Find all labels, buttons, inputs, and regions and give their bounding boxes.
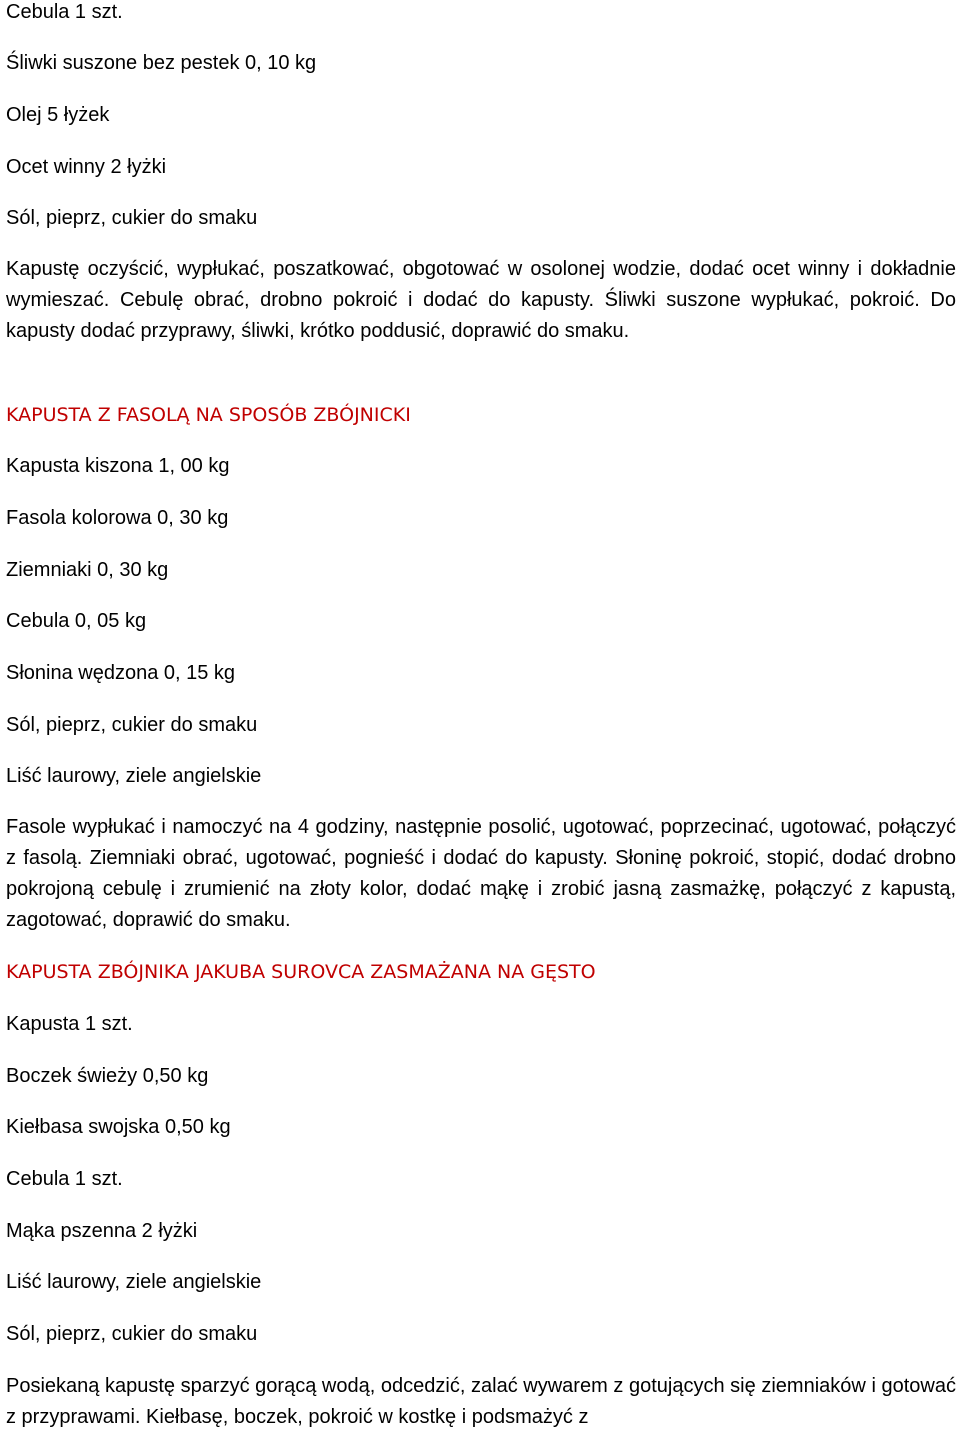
ingredient-line: Słonina wędzona 0, 15 kg [6, 662, 236, 684]
ingredient-line: Cebula 1 szt. [6, 1168, 123, 1190]
recipe-title: KAPUSTA Z FASOLĄ NA SPOSÓB ZBÓJNICKI [6, 404, 411, 426]
method-paragraph: Fasole wypłukać i namoczyć na 4 godziny, następnie posolić, ugotować, poprzecinać, ugotować, połączyć z fasolą. Ziemniaki obrać, ugotować, pognieść i dodać do kapusty. Słoninę pokroić, stopić, dodać drobno pokrojoną cebulę i zrumienić na złoty kolor, dodać mąkę i zrobić jasną zasmażkę, połączyć z kapustą, zagotować, doprawić do smaku. [6, 816, 956, 931]
ingredient-line: Liść laurowy, ziele angielskie [6, 1271, 262, 1293]
ingredient-line: Kiełbasa swojska 0,50 kg [6, 1116, 231, 1138]
ingredient-line: Ziemniaki 0, 30 kg [6, 559, 169, 581]
ingredient-line: Fasola kolorowa 0, 30 kg [6, 507, 229, 529]
method-paragraph: Posiekaną kapustę sparzyć gorącą wodą, odcedzić, zalać wywarem z gotujących się ziemniaków i gotować z przyprawami. Kiełbasę, boczek, pokroić w kostkę i podsmażyć z [6, 1375, 956, 1428]
ingredient-line: Boczek świeży 0,50 kg [6, 1065, 209, 1087]
ingredient-line: Ocet winny 2 łyżki [6, 156, 167, 178]
ingredient-line: Olej 5 łyżek [6, 104, 110, 126]
ingredient-line: Cebula 1 szt. [6, 1, 123, 23]
ingredient-line: Śliwki suszone bez pestek 0, 10 kg [6, 52, 317, 74]
ingredient-line: Sól, pieprz, cukier do smaku [6, 714, 258, 736]
ingredient-line: Mąka pszenna 2 łyżki [6, 1220, 198, 1242]
ingredient-line: Kapusta 1 szt. [6, 1013, 133, 1035]
ingredient-line: Sól, pieprz, cukier do smaku [6, 1323, 258, 1345]
ingredient-line: Kapusta kiszona 1, 00 kg [6, 455, 230, 477]
method-paragraph: Kapustę oczyścić, wypłukać, poszatkować, obgotować w osolonej wodzie, dodać ocet winny i dokładnie wymieszać. Cebulę obrać, drobno pokroić i dodać do kapusty. Śliwki suszone wypłukać, pokroić. Do kapusty dodać przyprawy, śliwki, krótko poddusić, doprawić do smaku. [6, 258, 956, 342]
ingredient-line: Sól, pieprz, cukier do smaku [6, 207, 258, 229]
recipe-title: KAPUSTA ZBÓJNIKA JAKUBA SUROVCA ZASMAŻANA NA GĘSTO [6, 961, 596, 983]
ingredient-line: Liść laurowy, ziele angielskie [6, 765, 262, 787]
ingredient-line: Cebula 0, 05 kg [6, 610, 147, 632]
